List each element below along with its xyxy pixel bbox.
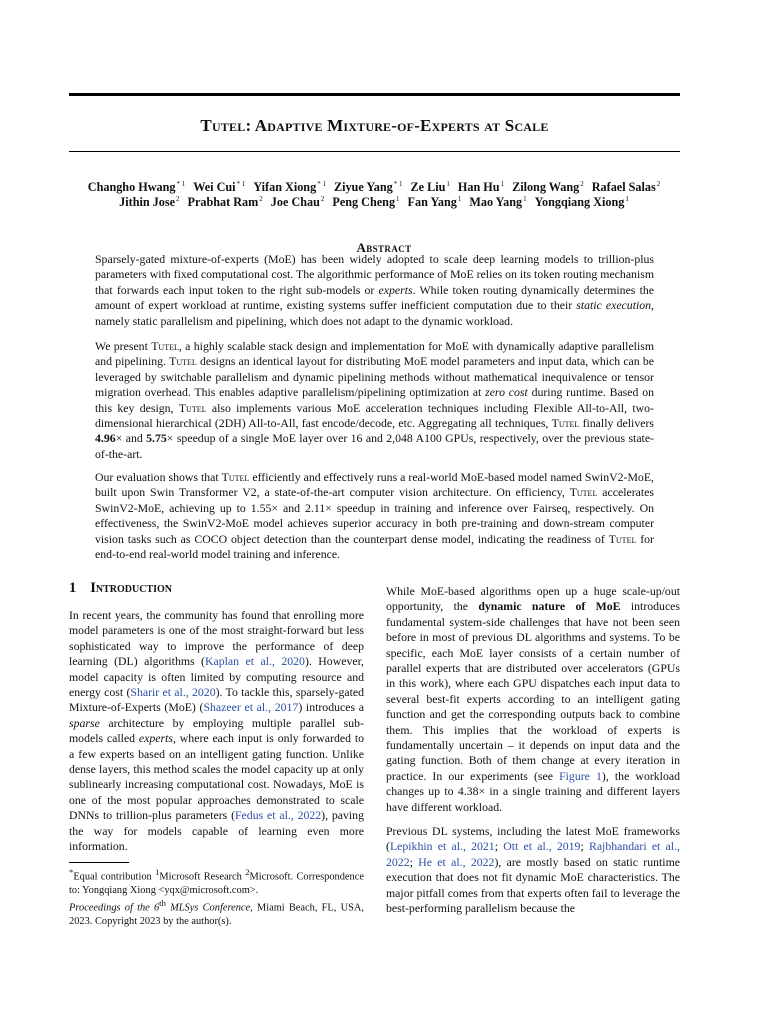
author-name: Changho Hwang xyxy=(87,180,176,194)
author-affiliation-mark: 2 xyxy=(656,180,661,188)
author-name: Zilong Wang xyxy=(512,180,580,194)
text-run: ). However, model capacity is often limited by computing resource and energy cost ( xyxy=(69,654,364,700)
text-run: Equal contribution xyxy=(73,871,156,883)
citation-link[interactable]: Figure 1 xyxy=(559,768,602,783)
author xyxy=(411,180,450,194)
author-affiliation-mark: * 1 xyxy=(176,180,186,188)
author xyxy=(188,195,263,209)
citation-link[interactable]: Sharir et al., 2020 xyxy=(130,685,216,700)
footnote-rule xyxy=(69,862,129,863)
author-name: Prabhat Ram xyxy=(187,195,259,209)
author-affiliation-mark: 1 xyxy=(625,195,629,203)
section-title: Introduction xyxy=(90,580,173,596)
footnote xyxy=(69,866,364,928)
text-run: ; xyxy=(409,854,419,869)
text-run: Tutel xyxy=(221,470,250,484)
text-run: Microsoft. Correspondence to: Yongqiang Xiong <yqx@microsoft.com>. xyxy=(69,871,364,896)
abstract-heading: Abstract xyxy=(356,240,412,255)
abstract-paragraph xyxy=(95,339,654,462)
body-paragraph xyxy=(69,608,364,855)
author-affiliation-mark: 2 xyxy=(320,195,325,203)
author xyxy=(458,180,504,194)
author-affiliation-mark: 2 xyxy=(176,195,180,203)
text-run: , Miami Beach, FL, USA, 2023. Copyright 2023 by the author(s). xyxy=(69,902,364,927)
text-run: sparse xyxy=(69,715,100,730)
text-run: Tutel xyxy=(151,339,179,353)
abstract-paragraph xyxy=(95,252,654,329)
citation-link[interactable]: Shazeer et al., 2017 xyxy=(203,700,299,715)
text-run: ; xyxy=(494,839,504,854)
text-run: Tutel xyxy=(608,531,637,546)
author-name: Peng Cheng xyxy=(332,195,396,209)
body-paragraph xyxy=(386,824,680,916)
author xyxy=(469,195,526,209)
title-system-name: Tutel xyxy=(200,116,246,135)
text-run: In recent years, the community has found that enrolling more model parameters is one of the most straight-forward but less sophisticated way to improve the performance of deep learning (DL) algorithms ( xyxy=(69,608,364,669)
text-run: 2 xyxy=(245,867,250,877)
text-run: Proceedings of the 6 xyxy=(69,902,160,914)
text-run: also implements various MoE acceleration techniques including Flexible All-to-All, two-dimensional hierarchical (2DH) All-to-All, fast encode/decode, etc. Aggregating all techniques, xyxy=(95,400,654,431)
text-run: 1 xyxy=(155,867,160,877)
author-name: Jithin Jose xyxy=(119,195,176,209)
author-name: Joe Chau xyxy=(270,195,320,209)
author-affiliation-mark: * 1 xyxy=(317,180,326,188)
citation-link[interactable]: Lepikhin et al., 2021 xyxy=(389,839,495,854)
text-run: ; xyxy=(580,839,589,854)
citation-link[interactable]: Kaplan et al., 2020 xyxy=(205,654,305,669)
citation-link[interactable]: Fedus et al., 2022 xyxy=(235,808,322,823)
author-name: Yifan Xiong xyxy=(253,180,317,194)
citation-link[interactable]: He et al., 2022 xyxy=(418,854,495,869)
text-run: , where each input is only forwarded to a few experts based on an intelligent gating function. Unlike dense layers, this method scales the model capacity up at only sublinearly increasing computational cost. Nowadays, MoE is one of the most popular approaches demonstrated to scale DNNs to trillion-plus parameters ( xyxy=(69,731,364,823)
paper-title xyxy=(69,116,680,136)
text-run: Tutel xyxy=(569,485,598,500)
text-run: Our evaluation shows that xyxy=(95,470,222,484)
author-name: Han Hu xyxy=(457,180,500,194)
author-affiliation-mark: 1 xyxy=(446,180,450,188)
text-run: * xyxy=(69,867,74,877)
text-run: finally delivers xyxy=(579,416,654,431)
text-run: experts xyxy=(138,731,173,746)
author-affiliation-mark: 2 xyxy=(580,180,584,188)
body-paragraph xyxy=(386,584,680,815)
author xyxy=(271,195,325,209)
text-run: We present xyxy=(95,339,152,353)
title-subtitle: : Adaptive Mixture-of-Experts at Scale xyxy=(245,116,549,135)
title-rule-top xyxy=(69,93,680,96)
text-run: ). To tackle this, sparsely-gated Mixture-of-Experts (MoE) ( xyxy=(69,685,364,715)
author-affiliation-mark: 1 xyxy=(457,195,462,203)
author xyxy=(253,180,326,194)
author-name: Yongqiang Xiong xyxy=(534,195,625,209)
text-run: efficiently and effectively runs a real-world MoE-based model named SwinV2-MoE, built upon Swin Transformer V2, a state-of-the-art computer vision architecture. On efficiency, xyxy=(95,470,654,500)
author-list-line-2 xyxy=(60,195,688,210)
text-run: MLSys Conference xyxy=(165,902,251,914)
text-run: Previous DL systems, including the latest MoE frameworks ( xyxy=(386,824,680,854)
text-run: 4.96 xyxy=(95,431,116,446)
text-run: Tutel xyxy=(551,416,580,431)
text-run: Sparsely-gated mixture-of-experts (MoE) has been widely adopted to scale deep learning models to trillion-plus parameters with fixed computational cost. The algorithmic performance of MoE relies on its token routing mechanism that forwards each input token to the right sub-models or xyxy=(95,252,654,297)
author xyxy=(592,180,660,194)
text-run: . While token routing dynamically determines the amount of expert workload at runtime, existing systems suffer inefficient computation due to their xyxy=(95,282,654,313)
section-heading xyxy=(69,580,172,597)
text-run: for end-to-end real-world model training and inference. xyxy=(95,531,654,562)
author-list-line-1 xyxy=(60,180,688,195)
text-run: × speedup of a single MoE layer over 16 and 2,048 A100 GPUs, respectively, over the previous state-of-the-art. xyxy=(95,431,654,461)
text-run: ), paving the way for models capable of learning even more information. xyxy=(69,808,364,854)
text-run: dynamic nature of MoE xyxy=(478,599,621,614)
text-run: architecture by employing multiple parallel sub-models called xyxy=(69,715,364,746)
author-affiliation-mark: 1 xyxy=(523,195,527,203)
author-name: Mao Yang xyxy=(469,195,523,209)
text-run: , namely static parallelism and pipelining, which does not adapt to the dynamic workload. xyxy=(95,298,654,328)
text-run: Tutel xyxy=(178,400,207,415)
author-name: Ziyue Yang xyxy=(333,180,393,194)
author-affiliation-mark: 1 xyxy=(396,195,400,203)
author xyxy=(332,195,399,209)
author-affiliation-mark: * 1 xyxy=(393,180,403,188)
author xyxy=(334,180,403,194)
author-affiliation-mark: 2 xyxy=(259,195,263,203)
text-run: th xyxy=(159,897,166,908)
author xyxy=(535,195,629,209)
text-run: , a highly scalable stack design and implementation for MoE with dynamically adaptive parallelism and pipelining. xyxy=(95,339,655,369)
text-run: accelerates SwinV2-MoE, achieving up to 1.55× and 2.11× speedup in training and inference over Fairseq, respectively. On effectiveness, the SwinV2-MoE model achieves superior accuracy in both pre-training and down-stream computer vision tasks such as COCO object detection than the counterpart dense model, indicating the readiness of xyxy=(95,485,654,546)
citation-link[interactable]: Rajbhandari et al., 2022 xyxy=(386,839,680,869)
author xyxy=(512,180,584,194)
text-run: static execution xyxy=(576,298,652,313)
text-run: ), the workload changes up to 4.38× in a single training and different layers have different workload. xyxy=(386,768,680,814)
author xyxy=(193,180,245,194)
text-run: ) introduces a xyxy=(298,700,364,715)
author-affiliation-mark: * 1 xyxy=(236,180,246,188)
author xyxy=(88,180,185,194)
text-run: Microsoft Research xyxy=(159,871,246,883)
text-run: 5.75 xyxy=(146,431,167,446)
author-name: Ze Liu xyxy=(410,180,446,194)
author xyxy=(408,195,462,209)
text-run: experts xyxy=(378,282,413,297)
text-run: ), are mostly based on static runtime execution that does not fit dynamic MoE characteristics. The major pitfall comes from that experts often fail to leverage the best-performing parallelism because the xyxy=(386,854,680,916)
title-rule-bottom xyxy=(69,151,680,152)
text-run: × and xyxy=(115,431,147,446)
text-run: during runtime. Based on this key design, xyxy=(95,385,654,415)
author-name: Wei Cui xyxy=(193,180,236,194)
text-run: designs an identical layout for distributing MoE model parameters and input data, which can be leveraged by switchable parallelism and dynamic pipelining methods without mathematical inequivalence or tensor migration overhead. This enables adaptive parallelism/pipelining optimization at xyxy=(95,354,654,400)
author-affiliation-mark: 1 xyxy=(500,180,505,188)
text-run: Tutel xyxy=(169,354,197,369)
citation-link[interactable]: Ott et al., 2019 xyxy=(503,839,581,854)
author-name: Fan Yang xyxy=(407,195,457,209)
text-run: While MoE-based algorithms open up a huge scale-up/out opportunity, the xyxy=(386,584,680,614)
text-run: introduces fundamental system-side challenges that have not been seen before in most of previous DL algorithms and systems. To be specific, each MoE layer consists of a certain number of parallel experts that are distributed over accelerators (GPUs in this work), where each GPU dispatches each input data to several best-fit experts according to an intelligent gating function and get the corresponding outputs back to combine them. This implies that the workload of experts is fundamentally uncertain – it depends on input data and the gating function. Both of them change at every iteration in practice. In our experiments (see xyxy=(386,599,681,783)
section-number: 1 xyxy=(69,580,77,596)
author xyxy=(119,195,179,209)
text-run: zero cost xyxy=(485,385,528,400)
abstract-paragraph xyxy=(95,470,654,562)
author-name: Rafael Salas xyxy=(591,180,656,194)
